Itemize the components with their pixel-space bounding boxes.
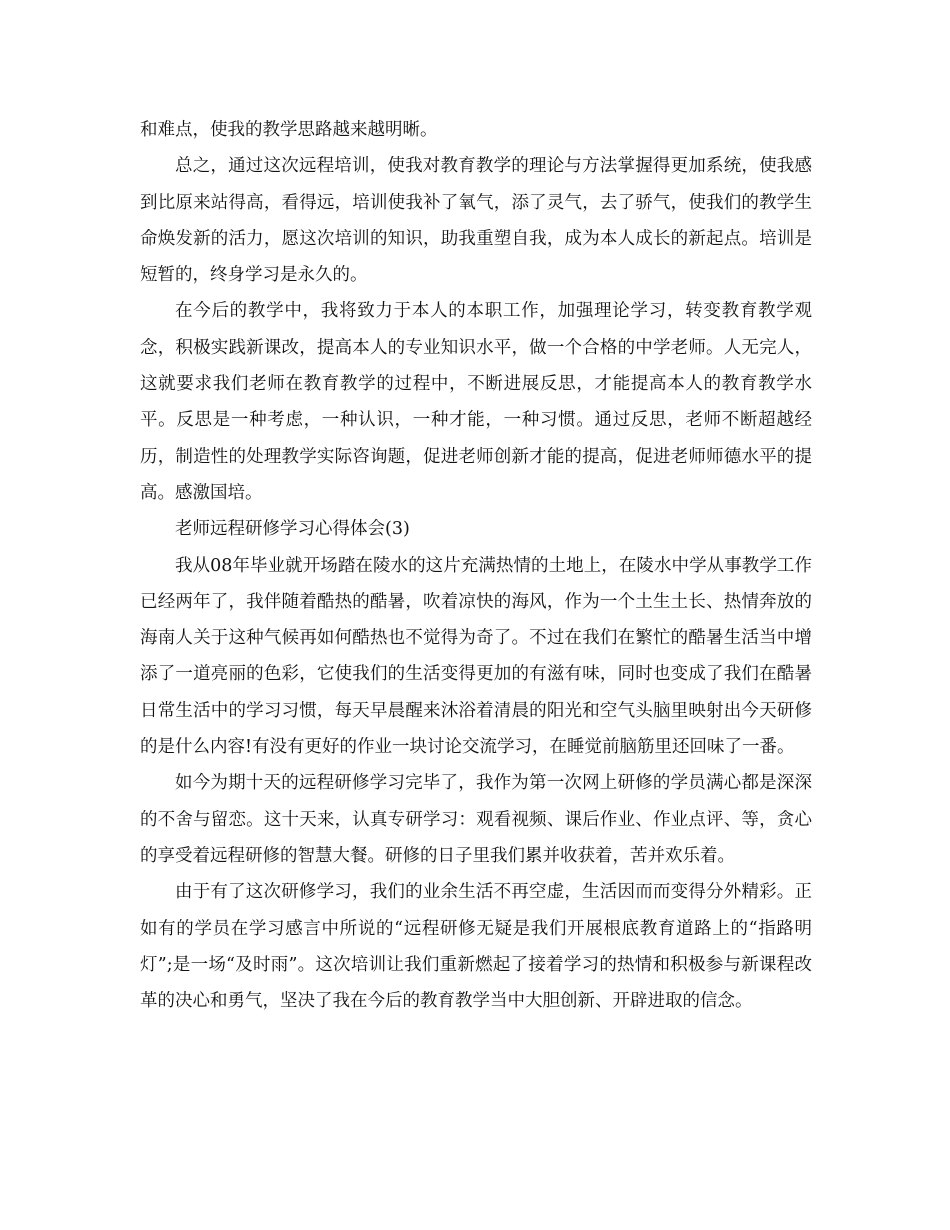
paragraph-future-teaching: 在今后的教学中，我将致力于本人的本职工作，加强理论学习，转变教育教学观念，积极实践新课改，提高本人的专业知识水平，做一个合格的中学老师。人无完人，这就要求我们老师在教育教学的过程中，不断进展反思，才能提高本人的教育教学水平。反思是一种考虑，一种认识，一种才能，一种习惯。通过反思，老师不断超越经历，制造性的处理教学实际咨询题，促进老师创新才能的提高，促进老师师德水平的提高。感激国培。 [140, 301, 812, 503]
paragraph-continuation: 和难点，使我的教学思路越来越明晰。 [140, 120, 438, 140]
paragraph-summary: 总之，通过这次远程培训，使我对教育教学的理论与方法掌握得更加系统，使我感到比原来站得高，看得远，培训使我补了氧气，添了灵气，去了骄气，使我们的教学生命焕发新的活力，愿这次培训的知识，助我重塑自我，成为本人成长的新起点。培训是短暂的，终身学习是永久的。 [140, 156, 812, 286]
paragraph-ten-days: 如今为期十天的远程研修学习完毕了，我作为第一次网上研修的学员满心都是深深的不舍与留恋。这十天来，认真专研学习：观看视频、课后作业、作业点评、等，贪心的享受着远程研修的智慧大餐。研修的日子里我们累并收获着，苦并欢乐着。 [140, 773, 812, 866]
section-heading: 老师远程研修学习心得体会(3) [175, 519, 410, 540]
document-body [140, 112, 812, 1019]
paragraph-lingshui: 我从08年毕业就开场踏在陵水的这片充满热情的土地上，在陵水中学从事教学工作已经两年了，我伴随着酷热的酷暑，吹着凉快的海风，作为一个土生土长、热情奔放的海南人关于这种气候再如何酷热也不觉得为奇了。不过在我们在繁忙的酷暑生活当中增添了一道亮丽的色彩，它使我们的生活变得更加的有滋有味，同时也变成了我们在酷暑日常生活中的学习习惯，每天早晨醒来沐浴着清晨的阳光和空气头脑里映射出今天研修的是什么内容!有没有更好的作业一块讨论交流学习，在睡觉前脑筋里还回味了一番。 [140, 555, 812, 758]
paragraph-conclusion: 由于有了这次研修学习，我们的业余生活不再空虚，生活因而而变得分外精彩。正如有的学员在学习感言中所说的“远程研修无疑是我们开展根底教育道路上的“指路明灯”;是一场“及时雨”。这次培训让我们重新燃起了接着学习的热情和积极参与新课程改革的决心和勇气，坚决了我在今后的教育教学当中大胆创新、开辟进取的信念。 [140, 882, 812, 1012]
